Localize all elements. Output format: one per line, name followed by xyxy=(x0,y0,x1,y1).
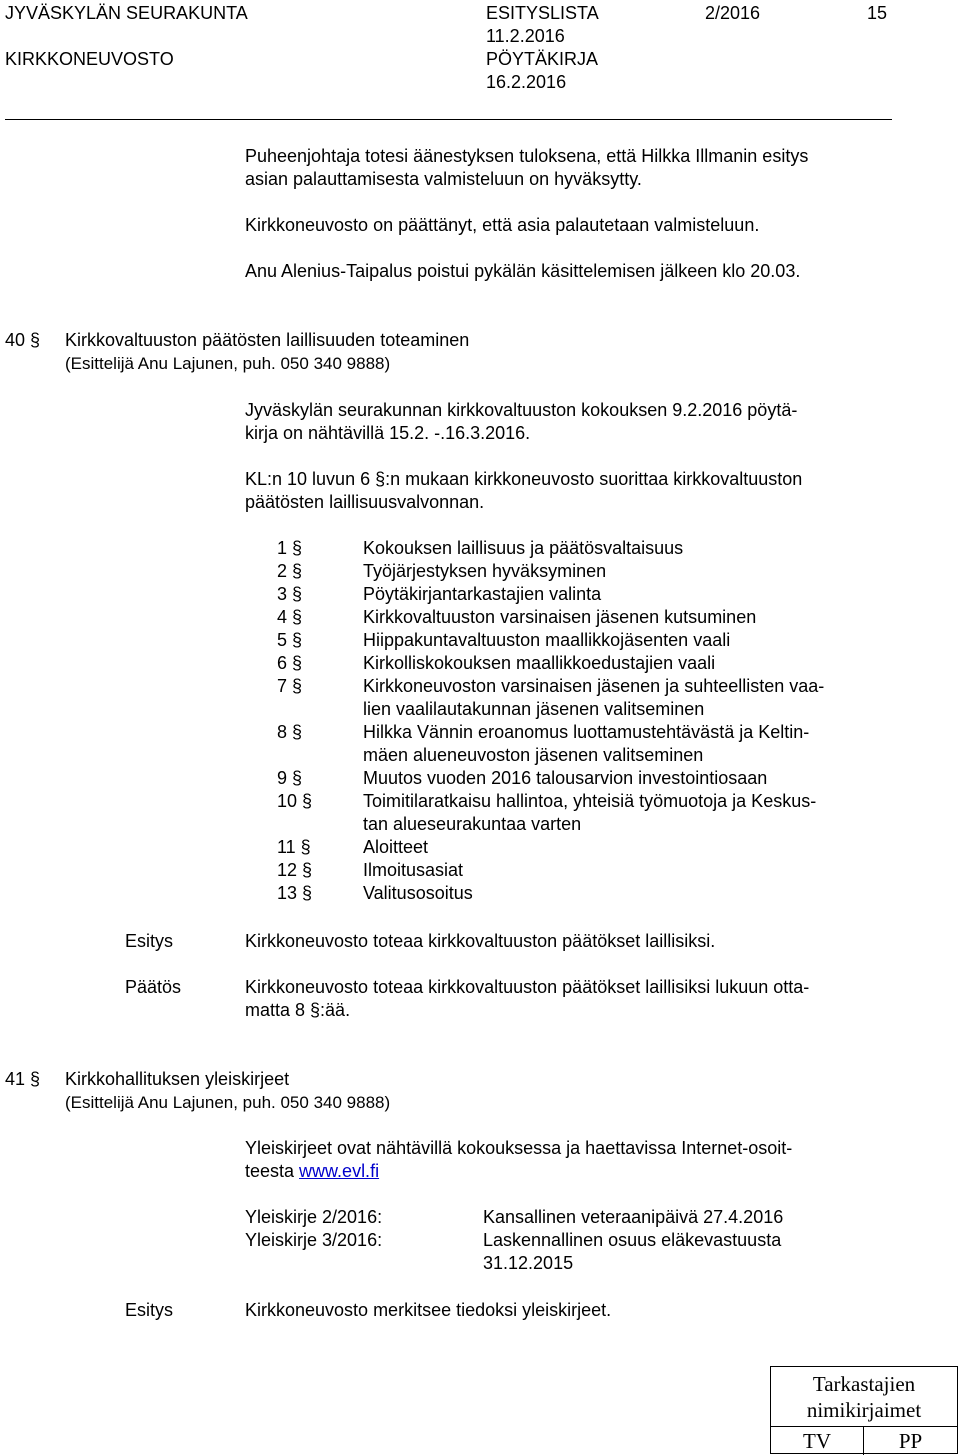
signature-box-title-line2: nimikirjaimet xyxy=(806,1398,922,1422)
agenda-item-title-cont: tan alueseurakuntaa varten xyxy=(363,814,582,834)
agenda-item-number: 2 § xyxy=(277,561,303,581)
agenda-item-number: 1 § xyxy=(277,538,303,558)
initials-left: TV xyxy=(771,1427,864,1455)
agenda-item-number: 10 § xyxy=(277,791,313,811)
section-40-presenter: (Esittelijä Anu Lajunen, puh. 050 340 9888) xyxy=(65,354,391,373)
agenda-item-title: Valitusosoitus xyxy=(363,883,473,903)
letter-description: Kansallinen veteraanipäivä 27.4.2016 xyxy=(483,1207,784,1227)
agenda-item-title: Hilkka Vännin eroanomus luottamustehtävästä ja Keltin- xyxy=(363,722,810,742)
agenda-item-number: 7 § xyxy=(277,676,303,696)
section-40-decision-line1: Kirkkoneuvosto toteaa kirkkovaltuuston päätökset laillisiksi lukuun otta- xyxy=(245,977,810,997)
section-40-p1-line1: Jyväskylän seurakunnan kirkkovaltuuston kokouksen 9.2.2016 pöytä- xyxy=(245,400,798,420)
agenda-item-number: 9 § xyxy=(277,768,303,788)
agenda-item-number: 3 § xyxy=(277,584,303,604)
doc-date-minutes: 16.2.2016 xyxy=(486,72,567,92)
header-rule xyxy=(5,119,892,120)
initials-right: PP xyxy=(898,1429,923,1453)
intro-p2: Kirkkoneuvosto on päättänyt, että asia palautetaan valmisteluun. xyxy=(245,215,760,235)
agenda-item-title: Kokouksen laillisuus ja päätösvaltaisuus xyxy=(363,538,684,558)
evl-link[interactable]: www.evl.fi xyxy=(299,1161,380,1181)
section-41-p1-line1: Yleiskirjeet ovat nähtävillä kokouksessa ja haettavissa Internet-osoit- xyxy=(245,1138,793,1158)
signature-box-title-line1: Tarkastajien xyxy=(812,1372,916,1396)
doc-date-agenda: 11.2.2016 xyxy=(486,26,565,46)
letter-description: Laskennallinen osuus eläkevastuusta xyxy=(483,1230,782,1250)
section-41-proposal-text: Kirkkoneuvosto merkitsee tiedoksi yleiskirjeet. xyxy=(245,1300,612,1320)
org-name: JYVÄSKYLÄN SEURAKUNTA xyxy=(5,3,248,23)
page-number: 15 xyxy=(867,3,888,23)
agenda-item-title: Pöytäkirjantarkastajien valinta xyxy=(363,584,602,604)
section-40-title: Kirkkovaltuuston päätösten laillisuuden toteaminen xyxy=(65,330,470,350)
section-40-proposal-text: Kirkkoneuvosto toteaa kirkkovaltuuston päätökset laillisiksi. xyxy=(245,931,716,951)
section-40-decision-label: Päätös xyxy=(125,977,182,997)
agenda-item-number: 11 § xyxy=(277,837,311,857)
section-41-number: 41 § xyxy=(5,1069,41,1089)
letter-label: Yleiskirje 2/2016: xyxy=(245,1207,383,1227)
body-name: KIRKKONEUVOSTO xyxy=(5,49,174,69)
agenda-item-title-cont: mäen alueneuvoston jäsenen valitseminen xyxy=(363,745,704,765)
agenda-item-title-cont: lien vaalilautakunnan jäsenen valitseminen xyxy=(363,699,705,719)
intro-p1-line1: Puheenjohtaja totesi äänestyksen tuloksena, että Hilkka Illmanin esitys xyxy=(245,146,809,166)
agenda-item-number: 6 § xyxy=(277,653,303,673)
agenda-item-number: 12 § xyxy=(277,860,313,880)
agenda-item-title: Hiippakuntavaltuuston maallikkojäsenten vaali xyxy=(363,630,731,650)
doc-number: 2/2016 xyxy=(705,3,761,23)
section-40-decision-line2: matta 8 §:ää. xyxy=(245,1000,351,1020)
agenda-item-title: Kirkkovaltuuston varsinaisen jäsenen kutsuminen xyxy=(363,607,757,627)
section-41-p1-prefix: teesta xyxy=(245,1161,300,1181)
agenda-item-title: Työjärjestyksen hyväksyminen xyxy=(363,561,607,581)
doc-type-agenda: ESITYSLISTA xyxy=(486,3,599,23)
agenda-item-number: 5 § xyxy=(277,630,303,650)
agenda-item-number: 4 § xyxy=(277,607,303,627)
section-41-title: Kirkkohallituksen yleiskirjeet xyxy=(65,1069,290,1089)
intro-p3: Anu Alenius-Taipalus poistui pykälän käsittelemisen jälkeen klo 20.03. xyxy=(245,261,801,281)
section-40-p1-line2: kirja on nähtävillä 15.2. -.16.3.2016. xyxy=(245,423,531,443)
section-40-proposal-label: Esitys xyxy=(125,931,174,951)
agenda-item-title: Kirkolliskokouksen maallikkoedustajien vaali xyxy=(363,653,716,673)
signature-box xyxy=(770,1366,958,1454)
doc-type-minutes: PÖYTÄKIRJA xyxy=(486,49,599,69)
agenda-item-number: 13 § xyxy=(277,883,313,903)
section-40-p2-line2: päätösten laillisuusvalvonnan. xyxy=(245,492,485,512)
agenda-item-title: Kirkkoneuvoston varsinaisen jäsenen ja suhteellisten vaa- xyxy=(363,676,825,696)
section-40-p2-line1: KL:n 10 luvun 6 §:n mukaan kirkkoneuvosto suorittaa kirkkovaltuuston xyxy=(245,469,803,489)
agenda-item-number: 8 § xyxy=(277,722,303,742)
section-41-p1-line2 xyxy=(245,1160,379,1183)
section-40-number: 40 § xyxy=(5,330,41,350)
section-41-proposal-label: Esitys xyxy=(125,1300,174,1320)
agenda-item-title: Muutos vuoden 2016 talousarvion investointiosaan xyxy=(363,768,768,788)
agenda-item-title: Toimitilaratkaisu hallintoa, yhteisiä työmuotoja ja Keskus- xyxy=(363,791,817,811)
agenda-item-title: Ilmoitusasiat xyxy=(363,860,464,880)
initials-row xyxy=(771,1426,957,1455)
section-41-presenter: (Esittelijä Anu Lajunen, puh. 050 340 9888) xyxy=(65,1093,391,1112)
intro-p1-line2: asian palauttamisesta valmisteluun on hyväksytty. xyxy=(245,169,642,189)
letter-description-cont: 31.12.2015 xyxy=(483,1253,574,1273)
agenda-item-title: Aloitteet xyxy=(363,837,429,857)
letter-label: Yleiskirje 3/2016: xyxy=(245,1230,383,1250)
